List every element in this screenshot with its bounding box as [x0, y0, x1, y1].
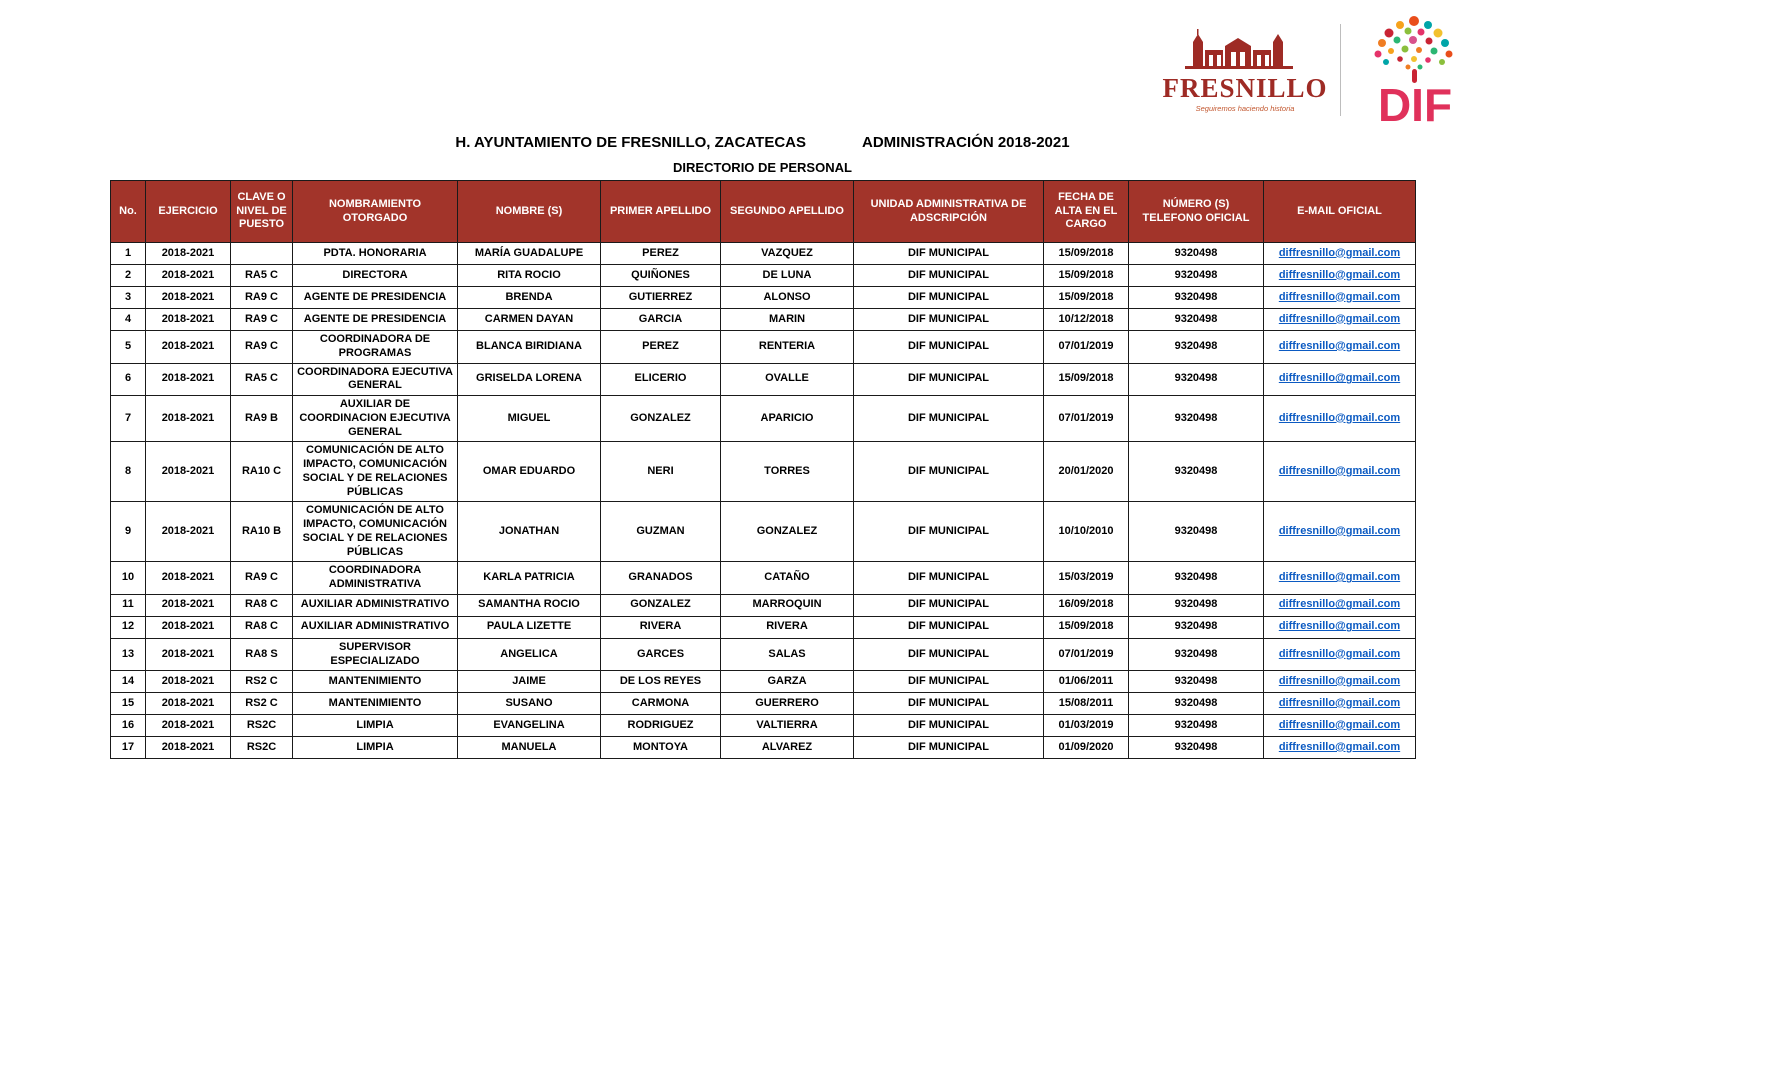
table-cell: 15/08/2011: [1044, 693, 1129, 715]
table-cell: AGENTE DE PRESIDENCIA: [293, 287, 458, 309]
table-cell: CATAÑO: [721, 562, 854, 595]
column-header: UNIDAD ADMINISTRATIVA DE ADSCRIPCIÓN: [854, 181, 1044, 243]
table-cell: RA10 C: [231, 442, 293, 502]
table-cell: MARROQUIN: [721, 594, 854, 616]
column-header: PRIMER APELLIDO: [601, 181, 721, 243]
email-link[interactable]: diffresnillo@gmail.com: [1278, 464, 1401, 477]
table-cell: 9320498: [1129, 737, 1264, 759]
table-cell: 8: [111, 442, 146, 502]
table-cell: [231, 243, 293, 265]
table-cell: 2018-2021: [146, 331, 231, 364]
email-link[interactable]: diffresnillo@gmail.com: [1278, 571, 1401, 584]
logo-divider: [1340, 24, 1341, 116]
table-cell: 10/12/2018: [1044, 309, 1129, 331]
table-cell-email: [1264, 616, 1416, 638]
column-header: No.: [111, 181, 146, 243]
table-cell: 17: [111, 737, 146, 759]
table-row: [111, 616, 1416, 638]
table-cell: 15: [111, 693, 146, 715]
table-cell: 6: [111, 363, 146, 396]
table-cell: GARCIA: [601, 309, 721, 331]
table-cell: RIVERA: [601, 616, 721, 638]
table-cell: 15/09/2018: [1044, 265, 1129, 287]
table-cell: 2018-2021: [146, 287, 231, 309]
table-cell: ALVAREZ: [721, 737, 854, 759]
table-cell: GUERRERO: [721, 693, 854, 715]
table-cell: DIF MUNICIPAL: [854, 594, 1044, 616]
table-cell-email: [1264, 671, 1416, 693]
table-cell: PDTA. HONORARIA: [293, 243, 458, 265]
table-cell-email: [1264, 715, 1416, 737]
table-cell: MONTOYA: [601, 737, 721, 759]
table-cell: OMAR EDUARDO: [458, 442, 601, 502]
table-cell: DIF MUNICIPAL: [854, 502, 1044, 562]
table-cell: ALONSO: [721, 287, 854, 309]
table-cell: PEREZ: [601, 243, 721, 265]
table-cell: DIF MUNICIPAL: [854, 442, 1044, 502]
table-cell: RA8 S: [231, 638, 293, 671]
table-cell: APARICIO: [721, 396, 854, 442]
table-cell: 01/03/2019: [1044, 715, 1129, 737]
table-cell: 9320498: [1129, 502, 1264, 562]
table-cell: 9320498: [1129, 309, 1264, 331]
table-cell: DIF MUNICIPAL: [854, 265, 1044, 287]
table-cell: DIF MUNICIPAL: [854, 363, 1044, 396]
table-cell-email: [1264, 502, 1416, 562]
table-cell: 2018-2021: [146, 502, 231, 562]
table-cell: RA8 C: [231, 594, 293, 616]
table-cell: RS2C: [231, 715, 293, 737]
email-link[interactable]: diffresnillo@gmail.com: [1278, 411, 1401, 424]
table-cell: 9320498: [1129, 671, 1264, 693]
table-row: [111, 287, 1416, 309]
table-cell: LIMPIA: [293, 737, 458, 759]
table-cell: MANUELA: [458, 737, 601, 759]
table-cell: 3: [111, 287, 146, 309]
table-cell: 9320498: [1129, 396, 1264, 442]
table-cell: DIF MUNICIPAL: [854, 616, 1044, 638]
table-cell: RENTERIA: [721, 331, 854, 364]
table-cell: DIF MUNICIPAL: [854, 562, 1044, 595]
email-link[interactable]: diffresnillo@gmail.com: [1278, 290, 1401, 303]
table-cell: 9320498: [1129, 243, 1264, 265]
table-cell: 2018-2021: [146, 243, 231, 265]
table-cell: 2018-2021: [146, 265, 231, 287]
table-header-row: [111, 181, 1416, 243]
table-cell: 9320498: [1129, 715, 1264, 737]
table-cell: 2018-2021: [146, 638, 231, 671]
table-cell: 13: [111, 638, 146, 671]
table-cell: RS2 C: [231, 671, 293, 693]
table-cell: COORDINADORA DE PROGRAMAS: [293, 331, 458, 364]
table-cell: GRANADOS: [601, 562, 721, 595]
table-row: [111, 309, 1416, 331]
table-cell: 2018-2021: [146, 616, 231, 638]
email-link[interactable]: diffresnillo@gmail.com: [1278, 372, 1401, 385]
table-cell: DIRECTORA: [293, 265, 458, 287]
table-cell: 12: [111, 616, 146, 638]
table-row: [111, 562, 1416, 595]
table-cell: DIF MUNICIPAL: [854, 331, 1044, 364]
title-administration: ADMINISTRACIÓN 2018-2021: [862, 134, 1070, 151]
table-cell: RITA ROCIO: [458, 265, 601, 287]
table-row: [111, 715, 1416, 737]
table-cell: PEREZ: [601, 331, 721, 364]
table-cell: TORRES: [721, 442, 854, 502]
table-cell: 2018-2021: [146, 737, 231, 759]
table-cell: 15/09/2018: [1044, 363, 1129, 396]
table-cell: QUIÑONES: [601, 265, 721, 287]
table-cell: 9: [111, 502, 146, 562]
logo-band: [1160, 10, 1480, 130]
email-link[interactable]: diffresnillo@gmail.com: [1278, 620, 1401, 633]
title-organization: H. AYUNTAMIENTO DE FRESNILLO, ZACATECAS: [455, 134, 806, 151]
table-cell: GUTIERREZ: [601, 287, 721, 309]
table-cell: OVALLE: [721, 363, 854, 396]
table-cell: 10/10/2010: [1044, 502, 1129, 562]
table-cell: RS2 C: [231, 693, 293, 715]
table-cell: 9320498: [1129, 442, 1264, 502]
table-cell: DIF MUNICIPAL: [854, 638, 1044, 671]
table-cell-email: [1264, 243, 1416, 265]
table-cell: AUXILIAR DE COORDINACION EJECUTIVA GENERAL: [293, 396, 458, 442]
table-cell: RODRIGUEZ: [601, 715, 721, 737]
table-cell: DIF MUNICIPAL: [854, 287, 1044, 309]
table-row: [111, 265, 1416, 287]
table-cell: RA9 C: [231, 309, 293, 331]
table-cell: 7: [111, 396, 146, 442]
table-cell-email: [1264, 396, 1416, 442]
table-cell: COORDINADORA ADMINISTRATIVA: [293, 562, 458, 595]
table-cell: 07/01/2019: [1044, 331, 1129, 364]
table-cell: DIF MUNICIPAL: [854, 715, 1044, 737]
column-header: FECHA DE ALTA EN EL CARGO: [1044, 181, 1129, 243]
table-cell: 15/09/2018: [1044, 616, 1129, 638]
email-link[interactable]: diffresnillo@gmail.com: [1278, 312, 1401, 325]
table-cell: MANTENIMIENTO: [293, 671, 458, 693]
table-cell: 9320498: [1129, 616, 1264, 638]
table-cell: AUXILIAR ADMINISTRATIVO: [293, 616, 458, 638]
table-row: [111, 331, 1416, 364]
table-cell: 01/06/2011: [1044, 671, 1129, 693]
table-row: [111, 671, 1416, 693]
table-cell: GONZALEZ: [601, 396, 721, 442]
fresnillo-tagline: Seguiremos haciendo historia: [1195, 103, 1295, 113]
table-cell: CARMEN DAYAN: [458, 309, 601, 331]
table-cell: 9320498: [1129, 594, 1264, 616]
email-link[interactable]: diffresnillo@gmail.com: [1278, 718, 1401, 731]
document-subtitle: DIRECTORIO DE PERSONAL: [673, 160, 852, 175]
column-header: CLAVE O NIVEL DE PUESTO: [231, 181, 293, 243]
column-header: EJERCICIO: [146, 181, 231, 243]
table-cell: MIGUEL: [458, 396, 601, 442]
email-link[interactable]: diffresnillo@gmail.com: [1278, 740, 1401, 753]
table-row: [111, 442, 1416, 502]
table-cell: 2018-2021: [146, 562, 231, 595]
table-cell: RIVERA: [721, 616, 854, 638]
table-cell: RA9 C: [231, 331, 293, 364]
table-cell: GARZA: [721, 671, 854, 693]
table-cell-email: [1264, 638, 1416, 671]
table-cell: RA8 C: [231, 616, 293, 638]
table-cell: 2: [111, 265, 146, 287]
table-cell: 4: [111, 309, 146, 331]
table-cell: PAULA LIZETTE: [458, 616, 601, 638]
table-cell: AGENTE DE PRESIDENCIA: [293, 309, 458, 331]
table-row: [111, 638, 1416, 671]
table-cell: 16: [111, 715, 146, 737]
table-cell: 2018-2021: [146, 363, 231, 396]
table-cell: RA9 C: [231, 287, 293, 309]
table-cell: 9320498: [1129, 265, 1264, 287]
table-cell: RA5 C: [231, 363, 293, 396]
email-link[interactable]: diffresnillo@gmail.com: [1278, 524, 1401, 537]
document-title: [110, 134, 1415, 151]
table-cell-email: [1264, 363, 1416, 396]
email-link[interactable]: diffresnillo@gmail.com: [1278, 339, 1401, 352]
table-cell: MARIN: [721, 309, 854, 331]
table-cell: GONZALEZ: [601, 594, 721, 616]
table-cell-email: [1264, 265, 1416, 287]
table-cell: 16/09/2018: [1044, 594, 1129, 616]
table-cell: SUSANO: [458, 693, 601, 715]
dif-wordmark: DIF: [1377, 78, 1453, 127]
table-cell: 9320498: [1129, 287, 1264, 309]
table-cell: JONATHAN: [458, 502, 601, 562]
table-cell: SALAS: [721, 638, 854, 671]
table-row: [111, 502, 1416, 562]
table-cell-email: [1264, 562, 1416, 595]
table-cell: 9320498: [1129, 562, 1264, 595]
table-cell: 1: [111, 243, 146, 265]
table-cell: GARCES: [601, 638, 721, 671]
table-cell: COORDINADORA EJECUTIVA GENERAL: [293, 363, 458, 396]
personnel-directory-table: [110, 180, 1416, 759]
table-cell: KARLA PATRICIA: [458, 562, 601, 595]
table-cell: 15/03/2019: [1044, 562, 1129, 595]
table-cell-email: [1264, 594, 1416, 616]
table-cell: RA10 B: [231, 502, 293, 562]
column-header: NOMBRAMIENTO OTORGADO: [293, 181, 458, 243]
fresnillo-logo: [1160, 28, 1330, 113]
table-cell: 10: [111, 562, 146, 595]
fresnillo-building-icon: [1175, 28, 1315, 70]
table-cell: CARMONA: [601, 693, 721, 715]
table-cell: DIF MUNICIPAL: [854, 396, 1044, 442]
table-row: [111, 693, 1416, 715]
table-cell: RS2C: [231, 737, 293, 759]
dif-logo: [1355, 9, 1475, 132]
table-cell: 9320498: [1129, 331, 1264, 364]
table-cell: 15/09/2018: [1044, 287, 1129, 309]
email-link[interactable]: diffresnillo@gmail.com: [1278, 647, 1401, 660]
table-cell: RA5 C: [231, 265, 293, 287]
table-cell: COMUNICACIÓN DE ALTO IMPACTO, COMUNICACIÓN SOCIAL Y DE RELACIONES PÚBLICAS: [293, 442, 458, 502]
table-cell: MARÍA GUADALUPE: [458, 243, 601, 265]
table-cell: VAZQUEZ: [721, 243, 854, 265]
table-cell-email: [1264, 737, 1416, 759]
table-row: [111, 594, 1416, 616]
table-cell: 9320498: [1129, 638, 1264, 671]
table-cell: 11: [111, 594, 146, 616]
table-cell: SAMANTHA ROCIO: [458, 594, 601, 616]
table-cell-email: [1264, 309, 1416, 331]
table-cell: 2018-2021: [146, 442, 231, 502]
table-cell: 15/09/2018: [1044, 243, 1129, 265]
table-cell: ELICERIO: [601, 363, 721, 396]
table-cell: 07/01/2019: [1044, 396, 1129, 442]
table-cell: VALTIERRA: [721, 715, 854, 737]
table-cell: 01/09/2020: [1044, 737, 1129, 759]
table-cell: RA9 B: [231, 396, 293, 442]
table-row: [111, 396, 1416, 442]
table-cell-email: [1264, 287, 1416, 309]
table-cell: BLANCA BIRIDIANA: [458, 331, 601, 364]
table-cell: GONZALEZ: [721, 502, 854, 562]
table-cell: 14: [111, 671, 146, 693]
table-cell: MANTENIMIENTO: [293, 693, 458, 715]
table-cell: 20/01/2020: [1044, 442, 1129, 502]
email-link[interactable]: diffresnillo@gmail.com: [1278, 674, 1401, 687]
table-cell: 2018-2021: [146, 715, 231, 737]
table-cell: 2018-2021: [146, 671, 231, 693]
table-cell-email: [1264, 442, 1416, 502]
column-header: NÚMERO (S) TELEFONO OFICIAL: [1129, 181, 1264, 243]
table-cell: 07/01/2019: [1044, 638, 1129, 671]
fresnillo-wordmark: FRESNILLO: [1162, 72, 1328, 103]
table-cell: COMUNICACIÓN DE ALTO IMPACTO, COMUNICACIÓN SOCIAL Y DE RELACIONES PÚBLICAS: [293, 502, 458, 562]
table-cell: DE LOS REYES: [601, 671, 721, 693]
table-cell: LIMPIA: [293, 715, 458, 737]
table-cell: DIF MUNICIPAL: [854, 309, 1044, 331]
table-cell: 9320498: [1129, 363, 1264, 396]
table-cell: GRISELDA LORENA: [458, 363, 601, 396]
table-cell: JAIME: [458, 671, 601, 693]
table-cell: AUXILIAR ADMINISTRATIVO: [293, 594, 458, 616]
table-cell: GUZMAN: [601, 502, 721, 562]
table-cell-email: [1264, 693, 1416, 715]
table-cell: DE LUNA: [721, 265, 854, 287]
table-cell: 5: [111, 331, 146, 364]
table-cell: DIF MUNICIPAL: [854, 737, 1044, 759]
table-cell: 2018-2021: [146, 693, 231, 715]
table-row: [111, 363, 1416, 396]
column-header: NOMBRE (S): [458, 181, 601, 243]
table-cell: DIF MUNICIPAL: [854, 243, 1044, 265]
table-cell: DIF MUNICIPAL: [854, 693, 1044, 715]
table-cell: SUPERVISOR ESPECIALIZADO: [293, 638, 458, 671]
column-header: SEGUNDO APELLIDO: [721, 181, 854, 243]
table-cell: DIF MUNICIPAL: [854, 671, 1044, 693]
table-row: [111, 737, 1416, 759]
table-cell: 2018-2021: [146, 396, 231, 442]
table-cell: RA9 C: [231, 562, 293, 595]
table-cell: EVANGELINA: [458, 715, 601, 737]
table-cell: NERI: [601, 442, 721, 502]
table-cell-email: [1264, 331, 1416, 364]
table-cell: BRENDA: [458, 287, 601, 309]
email-link[interactable]: diffresnillo@gmail.com: [1278, 598, 1401, 611]
column-header: E-MAIL OFICIAL: [1264, 181, 1416, 243]
dif-tree-icon: [1356, 9, 1474, 127]
email-link[interactable]: diffresnillo@gmail.com: [1278, 246, 1401, 259]
table-row: [111, 243, 1416, 265]
email-link[interactable]: diffresnillo@gmail.com: [1278, 696, 1401, 709]
email-link[interactable]: diffresnillo@gmail.com: [1278, 268, 1401, 281]
table-cell: 2018-2021: [146, 309, 231, 331]
table-cell: 9320498: [1129, 693, 1264, 715]
table-cell: ANGELICA: [458, 638, 601, 671]
table-cell: 2018-2021: [146, 594, 231, 616]
